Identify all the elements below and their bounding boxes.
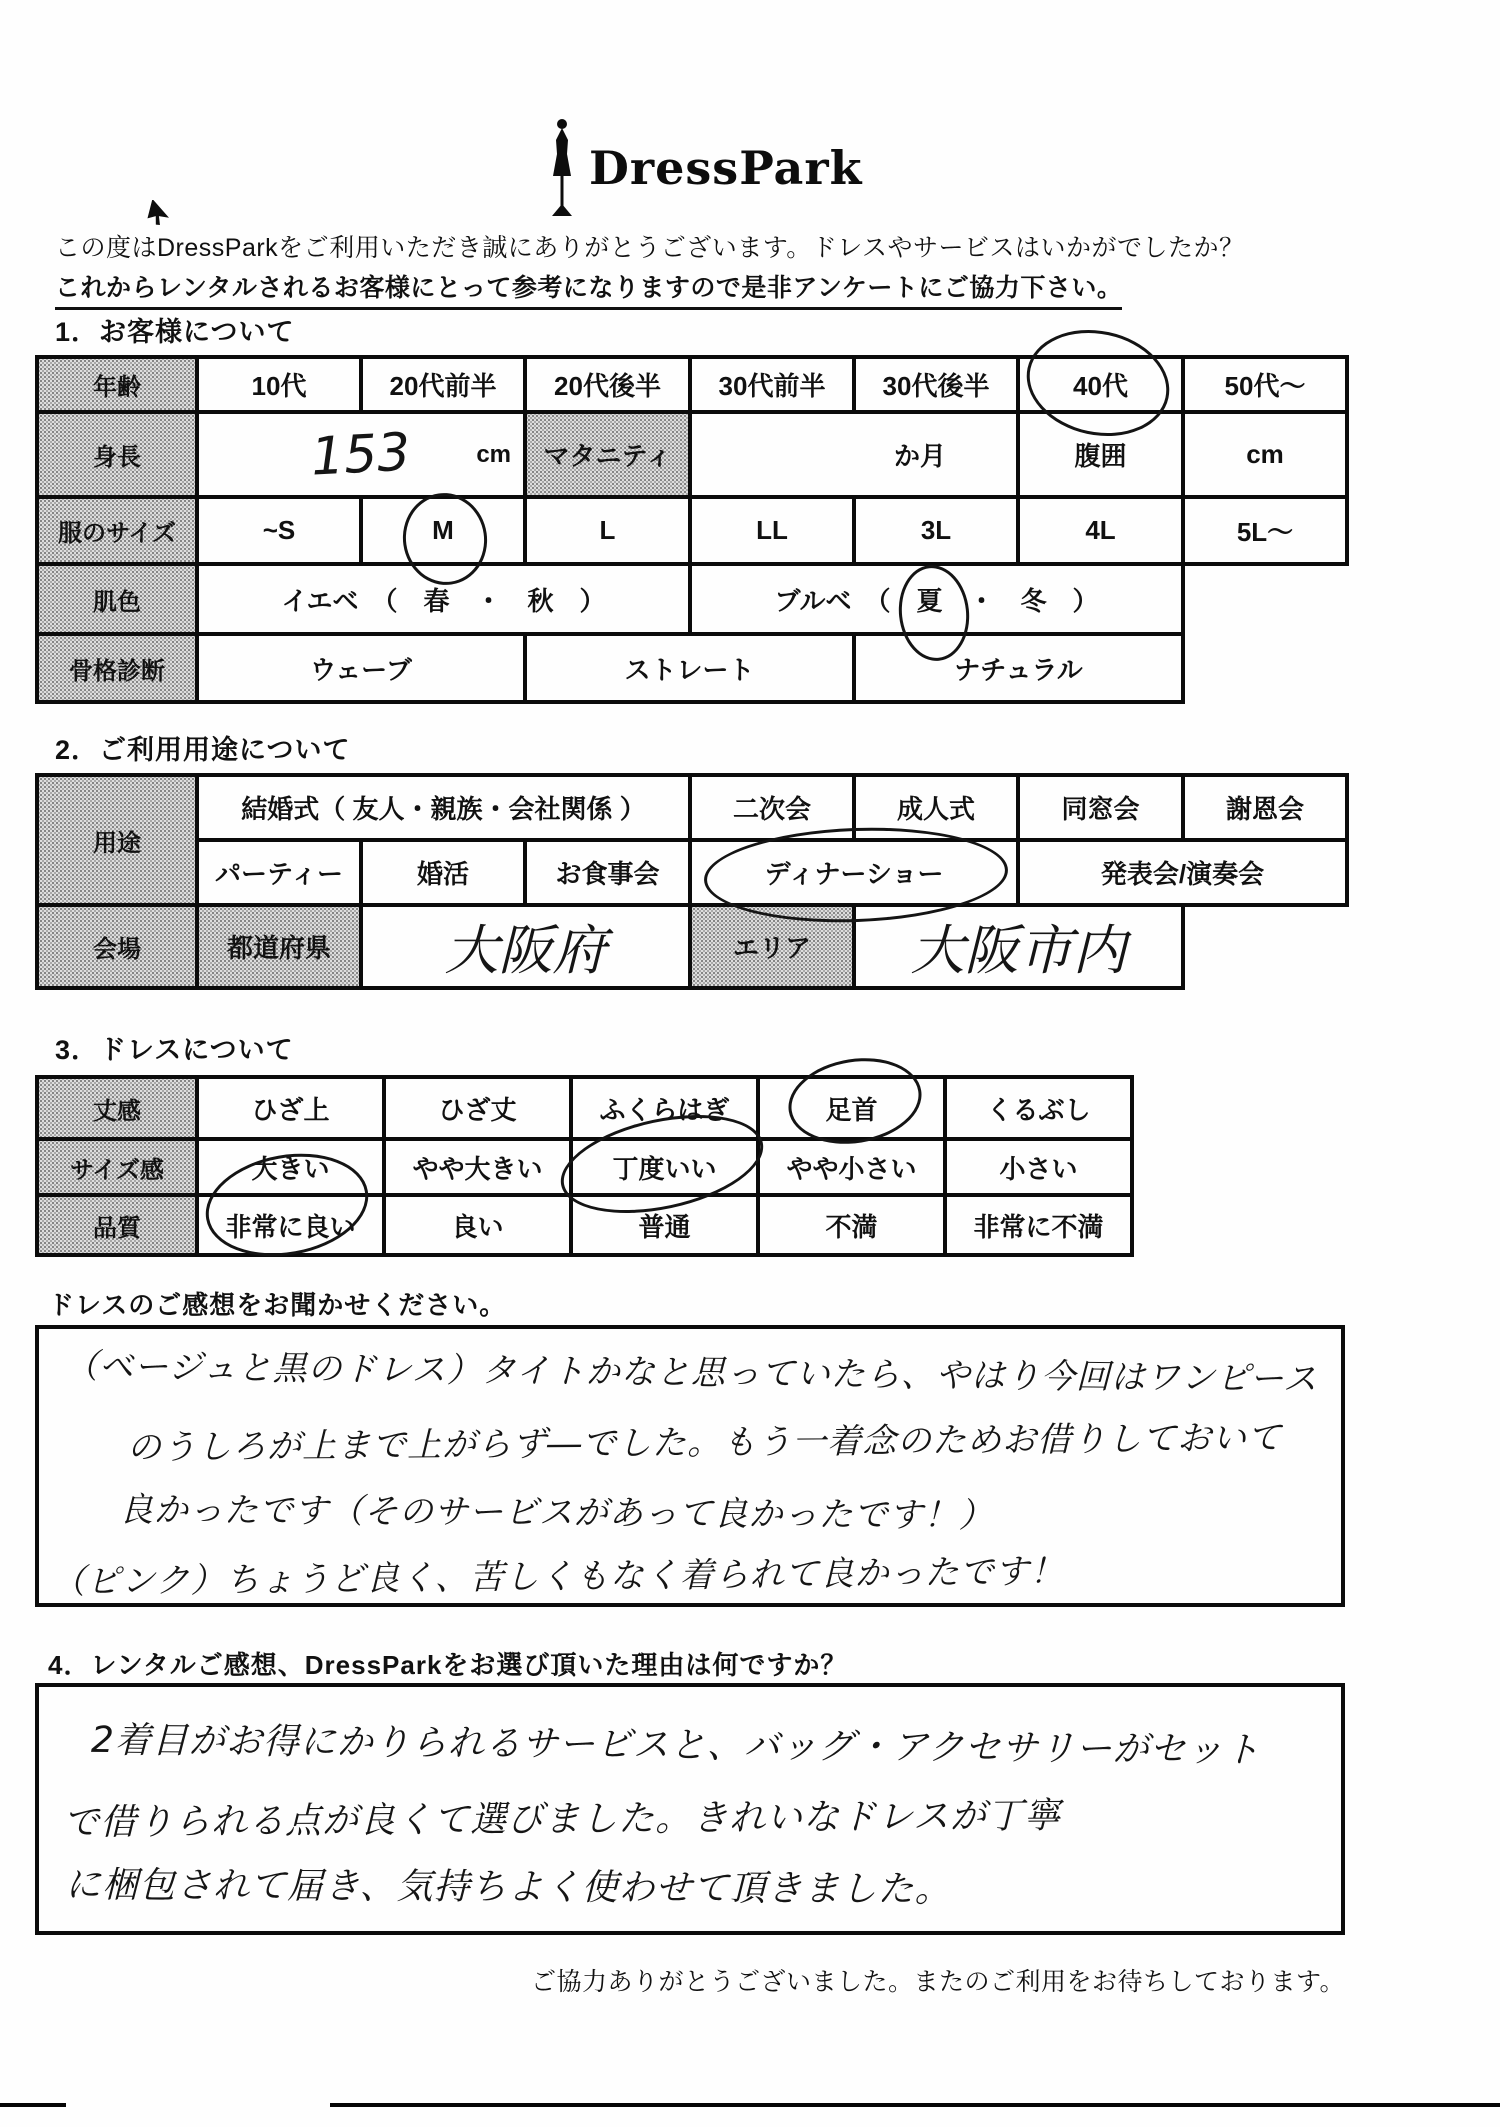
size-option-cell: 5L～ [1183, 497, 1347, 564]
dress-table [35, 1075, 1134, 1257]
quality-header-cell: 品質 [37, 1195, 197, 1255]
comment-prompt: ドレスのご感想をお聞かせください。 [48, 1290, 507, 1320]
waist-label-cell: 腹囲 [1018, 412, 1183, 497]
body-type-option-cell: ウェーブ [197, 634, 525, 702]
height-header-cell: 身長 [37, 412, 197, 497]
purpose-option-cell: 謝恩会 [1183, 775, 1347, 840]
length-option-cell: ひざ上 [197, 1077, 384, 1139]
quality-option-cell: 普通 [571, 1195, 758, 1255]
skin-blue-cell: ブルベ （ 夏 ・ 冬 ） [690, 564, 1183, 634]
height-unit: cm [476, 440, 511, 468]
size-option-cell: LL [690, 497, 854, 564]
area-label-cell: エリア [690, 905, 854, 988]
quality-option-cell: 良い [384, 1195, 571, 1255]
empty-region [1183, 564, 1347, 634]
quality-option-cell: 非常に不満 [945, 1195, 1132, 1255]
area-value: 大阪市内 [910, 919, 1127, 982]
body-type-option-cell: ナチュラル [854, 634, 1183, 702]
fit-option-cell: やや大きい [384, 1139, 571, 1195]
fit-option-cell: 小さい [945, 1139, 1132, 1195]
comment-line: で借りられる点が良くて選びました。きれいなドレスが丁寧 [62, 1795, 1062, 1844]
comment-line: のうしろが上まで上がらず―でした。もう一着念のためお借りしておいて [126, 1417, 1283, 1469]
months-label-cell: か月 [690, 412, 1018, 497]
dress-mannequin-icon [545, 118, 579, 218]
comment-line: （ベージュと黒のドレス）タイトかなと思っていたら、やはり今回はワンピース [63, 1346, 1319, 1400]
empty-region [1183, 634, 1347, 702]
comment-line: 2着目がお得にかりられるサービスと、バッグ・アクセサリーがセット [90, 1719, 1261, 1772]
skin-yellow-cell: イエベ （ 春 ・ 秋 ） [197, 564, 690, 634]
prefecture-value: 大阪府 [444, 919, 607, 982]
intro-line-2: これからレンタルされるお客様にとって参考になりますので是非アンケートにご協力下さい。 [55, 268, 1122, 310]
purpose-option-cell: 二次会 [690, 775, 854, 840]
length-option-cell: ひざ丈 [384, 1077, 571, 1139]
logo-text: DressPark [589, 141, 863, 195]
section-4-heading: 4．レンタルご感想、DressParkをお選び頂いた理由は何ですか？ [48, 1650, 848, 1680]
fit-option-cell: 大きい [197, 1139, 384, 1195]
age-option-cell: 20代後半 [525, 357, 690, 412]
quality-option-cell: 不満 [758, 1195, 945, 1255]
size-option-cell: 3L [854, 497, 1018, 564]
venue-header-cell: 会場 [37, 905, 197, 988]
length-option-cell: くるぶし [945, 1077, 1132, 1139]
skin-header-cell: 肌色 [37, 564, 197, 634]
purpose-option-cell: 結婚式（ 友人・親族・会社関係 ） [197, 775, 690, 840]
dress-comment-box [35, 1325, 1345, 1607]
height-value-cell [197, 412, 525, 497]
age-option-cell: 30代後半 [854, 357, 1018, 412]
quality-option-cell-selected: 非常に良い [197, 1195, 384, 1255]
age-option-cell: 50代～ [1183, 357, 1347, 412]
prefecture-label-cell: 都道府県 [197, 905, 361, 988]
purpose-header-cell: 用途 [37, 775, 197, 905]
age-option-cell-selected: 40代 [1018, 357, 1183, 412]
reason-comment-box [35, 1683, 1345, 1935]
fit-option-cell-selected: 丁度いい [571, 1139, 758, 1195]
age-option-cell: 30代前半 [690, 357, 854, 412]
size-option-cell: 4L [1018, 497, 1183, 564]
purpose-option-cell: 発表会/演奏会 [1018, 840, 1347, 905]
purpose-option-cell: パーティー [197, 840, 361, 905]
body-type-option-cell: ストレート [525, 634, 854, 702]
prefecture-value-cell [361, 905, 690, 988]
area-value-cell [854, 905, 1183, 988]
scan-line [330, 2103, 1500, 2107]
comment-line: に梱包されて届き、気持ちよく使わせて頂きました。 [64, 1864, 952, 1911]
purpose-option-cell: 成人式 [854, 775, 1018, 840]
maternity-cell: マタニティ [525, 412, 690, 497]
fit-header-cell: サイズ感 [37, 1139, 197, 1195]
pen-mark-icon [146, 200, 172, 226]
length-option-cell-selected: 足首 [758, 1077, 945, 1139]
length-header-cell: 丈感 [37, 1077, 197, 1139]
purpose-option-cell: 同窓会 [1018, 775, 1183, 840]
size-option-cell-selected: M [361, 497, 525, 564]
usage-table [35, 773, 1349, 990]
waist-unit-cell: cm [1183, 412, 1347, 497]
length-option-cell: ふくらはぎ [571, 1077, 758, 1139]
section-3-heading: 3．ドレスについて [55, 1035, 294, 1065]
section-1-heading: 1．お客様について [55, 317, 295, 347]
logo [545, 118, 862, 218]
age-header-cell: 年齢 [37, 357, 197, 412]
height-value: 153 [309, 421, 413, 488]
age-option-cell: 20代前半 [361, 357, 525, 412]
scan-line [0, 2103, 66, 2107]
fit-option-cell: やや小さい [758, 1139, 945, 1195]
intro-line-1: この度はDressParkをご利用いただき誠にありがとうございます。ドレスやサービスはいかがでしたか？ [55, 234, 1245, 262]
comment-line: （ピンク）ちょうど良く、苦しくもなく着られて良かったです！ [50, 1551, 1065, 1603]
customer-table [35, 355, 1349, 704]
empty-region [1183, 905, 1347, 988]
age-option-cell: 10代 [197, 357, 361, 412]
purpose-option-cell-selected: ディナーショー [690, 840, 1018, 905]
comment-line: 良かったです（そのサービスがあって良かったです！） [118, 1489, 994, 1537]
size-option-cell: ~S [197, 497, 361, 564]
size-option-cell: L [525, 497, 690, 564]
section-2-heading: 2．ご利用用途について [55, 735, 351, 765]
size-header-cell: 服のサイズ [37, 497, 197, 564]
purpose-option-cell: 婚活 [361, 840, 525, 905]
body-type-header-cell: 骨格診断 [37, 634, 197, 702]
footer-note: ご協力ありがとうございました。またのご利用をお待ちしております。 [530, 1968, 1345, 1996]
purpose-option-cell: お食事会 [525, 840, 690, 905]
